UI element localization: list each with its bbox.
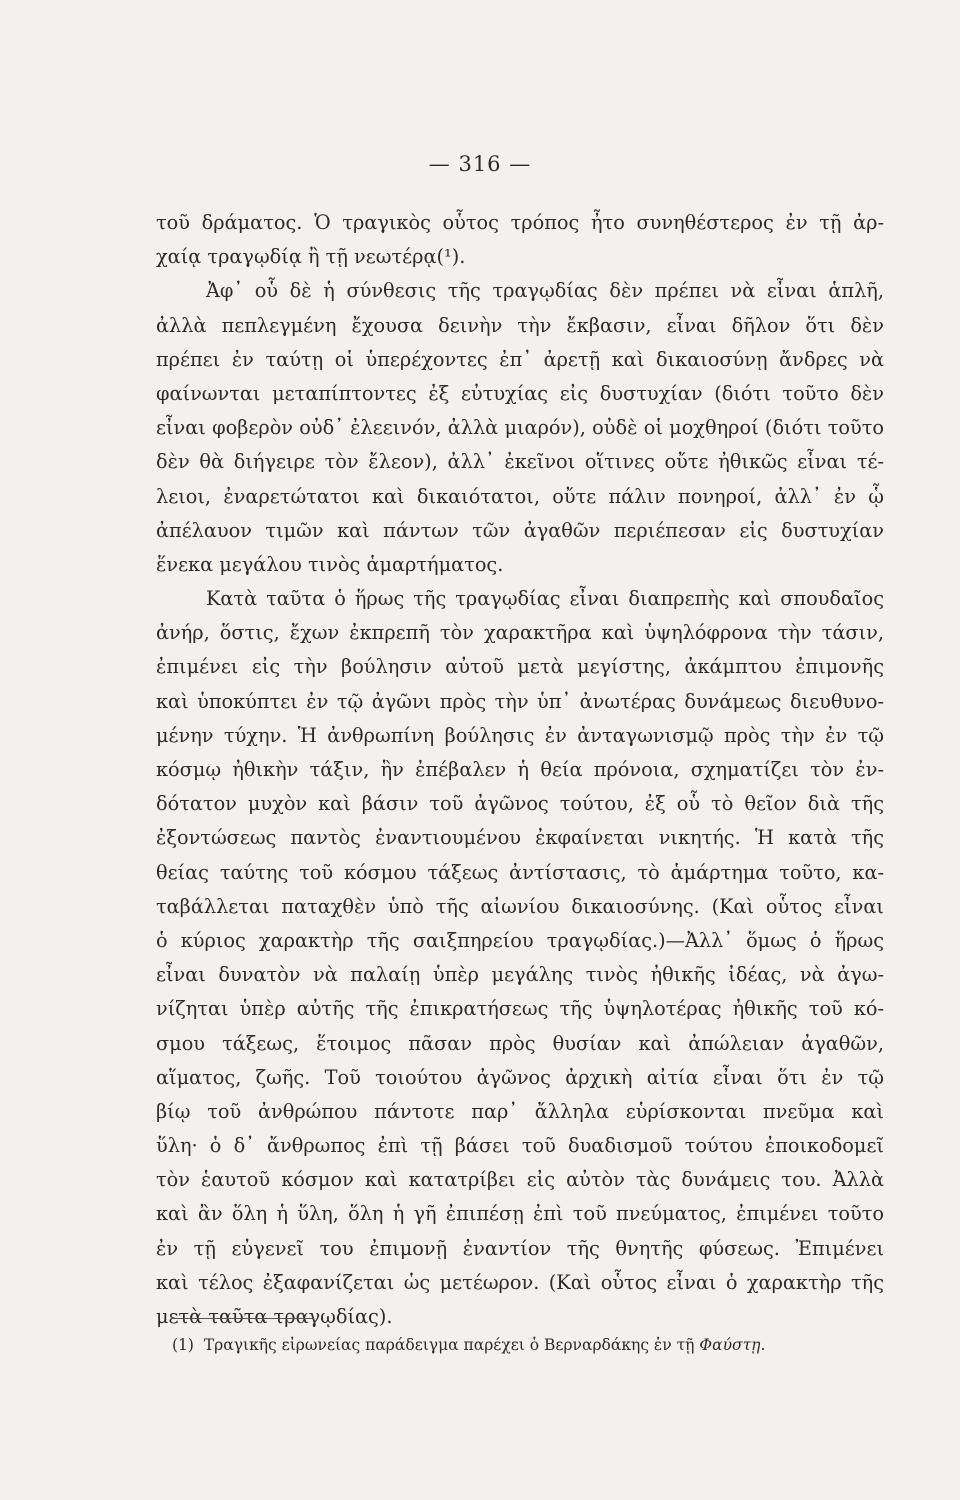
footnote-divider — [172, 1318, 314, 1319]
text-line: εἶναι φοβερὸν οὐδ᾽ ἐλεεινόν, ἀλλὰ μιαρόν), οὐδὲ οἱ μοχθηροί (διότι τοῦτο — [156, 416, 884, 440]
text-line: δότατον μυχὸν καὶ βάσιν τοῦ ἀγῶνος τούτου, ἐξ οὗ τὸ θεῖον διὰ τῆς — [156, 792, 884, 816]
text-line: πρέπει ἐν ταύτῃ οἱ ὑπερέχοντες ἐπ᾽ ἀρετῇ καὶ δικαιοσύνῃ ἄνδρες νὰ — [156, 347, 884, 371]
text-line: μένην τύχην. Ἡ ἀνθρωπίνη βούλησις ἐν ἀνταγωνισμῷ πρὸς τὴν ἐν τῷ — [156, 723, 884, 747]
text-line: καὶ ὑποκύπτει ἐν τῷ ἀγῶνι πρὸς τὴν ὑπ᾽ ἀνωτέρας δυνάμεως διευθυνο- — [156, 689, 884, 713]
text-line: ἐπιμένει εἰς τὴν βούλησιν αὐτοῦ μετὰ μεγίστης, ἀκάμπτου ἐπιμονῆς — [156, 655, 884, 679]
text-line: λειοι, ἐναρετώτατοι καὶ δικαιότατοι, οὔτε πάλιν πονηροί, ἀλλ᾽ ἐν ᾧ — [156, 484, 884, 508]
text-line: αἵματος, ζωῆς. Τοῦ τοιούτου ἀγῶνος ἀρχικὴ αἰτία εἶναι ὅτι ἐν τῷ — [156, 1065, 884, 1089]
text-line: σμου τάξεως, ἕτοιμος πᾶσαν πρὸς θυσίαν καὶ ἀπώλειαν ἀγαθῶν, — [156, 1031, 884, 1055]
text-line: ἕνεκα μεγάλου τινὸς ἁμαρτήματος. — [156, 552, 504, 576]
text-line: χαίᾳ τραγῳδίᾳ ἢ τῇ νεωτέρᾳ(¹). — [156, 245, 466, 269]
text-line: εἶναι δυνατὸν νὰ παλαίῃ ὑπὲρ μεγάλης τινὸς ἠθικῆς ἰδέας, νὰ ἀγω- — [156, 963, 884, 987]
text-line: ὁ κύριος χαρακτὴρ τῆς σαιξπηρείου τραγῳδίας.)—Ἀλλ᾽ ὅμως ὁ ἥρως — [156, 928, 884, 952]
text-line: νίζηται ὑπὲρ αὐτῆς τῆς ἐπικρατήσεως τῆς ὑψηλοτέρας ἠθικῆς τοῦ κό- — [156, 997, 884, 1021]
text-line: ταβάλλεται παταχθὲν ὑπὸ τῆς αἰωνίου δικαιοσύνης. (Καὶ οὗτος εἶναι — [156, 894, 884, 918]
text-line: Ἀφ᾽ οὗ δὲ ἡ σύνθεσις τῆς τραγῳδίας δὲν πρέπει νὰ εἶναι ἁπλῆ, — [206, 279, 884, 303]
text-line: Κατὰ ταῦτα ὁ ἥρως τῆς τραγῳδίας εἶναι διαπρεπὴς καὶ σπουδαῖος — [206, 587, 884, 611]
text-line: τὸν ἑαυτοῦ κόσμον καὶ κατατρίβει εἰς αὐτὸν τὰς δυνάμεις του. Ἀλλὰ — [156, 1168, 884, 1192]
text-line: μετὰ ταῦτα τραγῳδίας). — [156, 1305, 393, 1328]
footnote — [172, 1334, 852, 1356]
text-line: ἀλλὰ πεπλεγμένη ἔχουσα δεινὴν τὴν ἔκβασιν, εἶναι δῆλον ὅτι δὲν — [156, 313, 884, 337]
body-text — [156, 206, 884, 1334]
text-line: δὲν θὰ διήγειρε τὸν ἔλεον), ἀλλ᾽ ἐκεῖνοι οἵτινες οὔτε ἠθικῶς εἶναι τέ- — [156, 450, 884, 474]
text-line: καὶ ἂν ὅλη ἡ ὕλη, ὅλη ἡ γῆ ἐπιπέσῃ ἐπὶ τοῦ πνεύματος, ἐπιμένει τοῦτο — [156, 1202, 884, 1226]
text-line: ἐν τῇ εὐγενεῖ του ἐπιμονῇ ἐναντίον τῆς θνητῆς φύσεως. Ἐπιμένει — [156, 1236, 884, 1260]
text-line: ὕλη· ὁ δ᾽ ἄνθρωπος ἐπὶ τῇ βάσει τοῦ δυαδισμοῦ τούτου ἐποικοδομεῖ — [156, 1134, 884, 1158]
text-line: ἀπέλαυον τιμῶν καὶ πάντων τῶν ἀγαθῶν περιέπεσαν εἰς δυστυχίαν — [156, 518, 884, 542]
footnote-text: Τραγικῆς εἰρωνείας παράδειγμα παρέχει ὁ Βερναρδάκης ἐν τῇ — [203, 1336, 695, 1354]
page-number: — 316 — — [428, 152, 532, 176]
footnote-title: Φαύστῃ. — [699, 1336, 766, 1354]
footnote-marker: (1) — [172, 1336, 194, 1354]
text-line: φαίνωνται μεταπίπτοντες ἐξ εὐτυχίας εἰς δυστυχίαν (διότι τοῦτο δὲν — [156, 381, 884, 405]
text-line: θείας ταύτης τοῦ κόσμου τάξεως ἀντίστασις, τὸ ἁμάρτημα τοῦτο, κα- — [156, 860, 884, 884]
text-line: ἐξοντώσεως παντὸς ἐναντιουμένου ἐκφαίνεται νικητής. Ἡ κατὰ τῆς — [156, 826, 884, 850]
text-line: βίῳ τοῦ ἀνθρώπου πάντοτε παρ᾽ ἄλληλα εὑρίσκονται πνεῦμα καὶ — [156, 1099, 884, 1123]
text-line: τοῦ δράματος. Ὁ τραγικὸς οὗτος τρόπος ἦτο συνηθέστερος ἐν τῇ ἀρ- — [156, 211, 884, 234]
text-line: καὶ τέλος ἐξαφανίζεται ὡς μετέωρον. (Καὶ οὗτος εἶναι ὁ χαρακτὴρ τῆς — [156, 1270, 884, 1294]
text-line: ἀνήρ, ὅστις, ἔχων ἐκπρεπῆ τὸν χαρακτῆρα καὶ ὑψηλόφρονα τὴν τάσιν, — [156, 621, 884, 645]
text-line: κόσμῳ ἠθικὴν τάξιν, ἣν ἐπέβαλεν ἡ θεία πρόνοια, σχηματίζει τὸν ἐν- — [156, 758, 884, 781]
